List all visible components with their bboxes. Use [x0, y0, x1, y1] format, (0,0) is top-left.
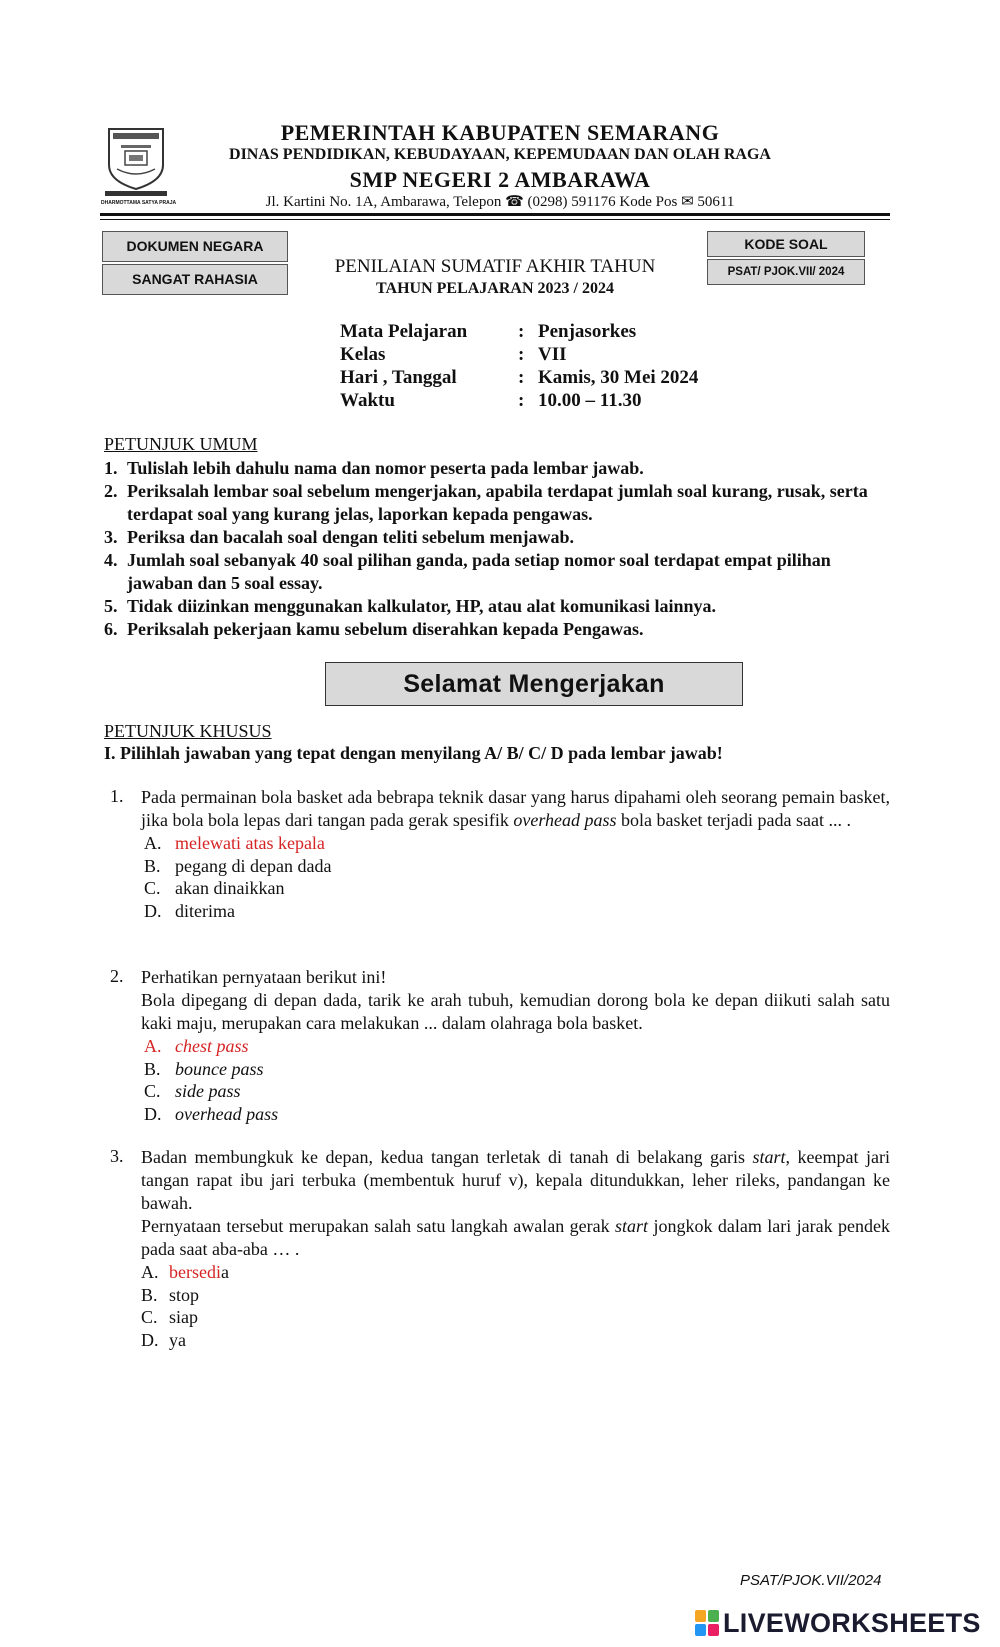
question-2 [110, 966, 890, 1125]
petunjuk-umum-title: PETUNJUK UMUM [104, 434, 258, 454]
list-item: 3. Periksa dan bacalah soal dengan teliti sebelum menjawab. [104, 527, 575, 547]
info-value: VII [538, 344, 567, 365]
answer-option-b[interactable]: B. pegang di depan dada [144, 855, 332, 876]
answer-option-b[interactable]: B. stop [141, 1284, 200, 1305]
list-item: 1. Tulislah lebih dahulu nama dan nomor peserta pada lembar jawab. [104, 458, 644, 478]
answer-option-a[interactable]: A. melewati atas kepala [144, 833, 325, 853]
selamat-banner: Selamat Mengerjakan [325, 662, 743, 706]
list-item: 5. Tidak diizinkan menggunakan kalkulator, HP, atau alat komunikasi lainnya. [104, 596, 717, 616]
liveworksheets-text: LIVEWORKSHEETS [723, 1607, 981, 1638]
answer-option-a[interactable]: A. bersedia [141, 1262, 229, 1282]
exam-year: TAHUN PELAJARAN 2023 / 2024 [376, 280, 614, 297]
question-3 [110, 1146, 890, 1351]
exam-info [340, 320, 698, 412]
header-address: Jl. Kartini No. 1A, Ambarawa, Telepon ☎ (0298) 591176 Kode Pos ✉ 50611 [265, 194, 735, 210]
question-text: Pada permainan bola basket ada bebrapa teknik dasar yang harus dipahami oleh seorang pemain basket, jika bola bola lepas dari tangan pada gerak spesifik overhead pass bola basket terjadi pada saat ... . [141, 787, 890, 830]
question-text: Bola dipegang di depan dada, tarik ke arah tubuh, kemudian dorong bola ke depan diikuti salah satu kaki maju, merupakan cara melakukan ... dalam olahraga bola basket. [141, 990, 890, 1033]
info-value: 10.00 – 11.30 [538, 390, 642, 411]
header-rule-thick [100, 213, 890, 216]
info-label: Mata Pelajaran [340, 321, 468, 342]
header-department: DINAS PENDIDIKAN, KEBUDAYAAN, KEPEMUDAAN DAN OLAH RAGA [229, 146, 771, 163]
answer-option-c[interactable]: C. akan dinaikkan [144, 878, 285, 899]
question-text: Badan membungkuk ke depan, kedua tangan terletak di tanah di belakang garis start, keempat jari tangan rapat ibu jari terbuka (membentuk huruf v), kepala ditundukkan, leher rileks, pandangan ke bawah. [141, 1147, 890, 1213]
header-rule-thin [100, 219, 890, 220]
info-row: Kelas : VII [340, 344, 567, 365]
info-row: Mata Pelajaran : Penjasorkes [340, 321, 637, 342]
doc-row-rahasia: SANGAT RAHASIA [102, 264, 288, 295]
list-item: 2. Periksalah lembar soal sebelum mengerjakan, apabila terdapat jumlah soal kurang, rusak, serta terdapat soal yang kurang jelas, laporkan kepada pengawas. [104, 481, 868, 524]
answer-option-d[interactable]: D. diterima [144, 900, 235, 921]
document-classification-box [102, 231, 288, 295]
info-value: Kamis, 30 Mei 2024 [538, 367, 699, 388]
liveworksheets-brand[interactable] [695, 1608, 981, 1638]
question-number: 2. [110, 966, 124, 986]
petunjuk-khusus-instruction: I. Pilihlah jawaban yang tepat dengan menyilang A/ B/ C/ D pada lembar jawab! [104, 743, 723, 763]
info-row: Hari , Tanggal : Kamis, 30 Mei 2024 [340, 367, 699, 388]
question-1 [110, 786, 890, 922]
header-government: PEMERINTAH KABUPATEN SEMARANG [280, 120, 720, 145]
question-number: 3. [110, 1146, 124, 1166]
petunjuk-umum-list [104, 457, 889, 641]
school-logo [105, 125, 167, 197]
logo-caption: DHARMOTTAMA SATYA PRAJA [101, 200, 177, 206]
exam-title: PENILAIAN SUMATIF AKHIR TAHUN [334, 256, 656, 277]
footer-code: PSAT/PJOK.VII/2024 [740, 1572, 882, 1589]
header-school: SMP NEGERI 2 AMBARAWA [349, 167, 651, 192]
answer-option-c[interactable]: C. siap [141, 1307, 198, 1328]
question-text: Pernyataan tersebut merupakan salah satu langkah awalan gerak start jongkok dalam lari jarak pendek pada saat aba-aba … . [141, 1216, 891, 1259]
info-row: Waktu : 10.00 – 11.30 [340, 390, 642, 411]
list-item: 6. Periksalah pekerjaan kamu sebelum diserahkan kepada Pengawas. [104, 619, 644, 639]
liveworksheets-logo-icon [695, 1610, 719, 1636]
doc-row-negara: DOKUMEN NEGARA [102, 231, 288, 262]
kode-soal-title: KODE SOAL [707, 231, 865, 257]
info-label: Kelas [340, 344, 386, 365]
kode-soal-value: PSAT/ PJOK.VII/ 2024 [707, 259, 865, 285]
info-label: Waktu [340, 390, 395, 411]
list-item: 4. Jumlah soal sebanyak 40 soal pilihan ganda, pada setiap nomor soal terdapat empat pilihan jawaban dan 5 soal essay. [104, 550, 831, 593]
answer-option-c[interactable]: C. side pass [144, 1081, 241, 1102]
question-number: 1. [110, 786, 124, 806]
answer-option-b[interactable]: B. bounce pass [144, 1058, 264, 1079]
kode-soal-box [707, 231, 865, 285]
answer-option-d[interactable]: D. overhead pass [144, 1103, 279, 1124]
petunjuk-khusus-title: PETUNJUK KHUSUS [104, 721, 272, 741]
question-text: Perhatikan pernyataan berikut ini! [141, 967, 387, 987]
info-value: Penjasorkes [538, 321, 637, 342]
answer-option-d[interactable]: D. ya [141, 1329, 186, 1350]
info-label: Hari , Tanggal [340, 367, 457, 388]
answer-option-a[interactable]: A. chest pass [144, 1036, 249, 1056]
